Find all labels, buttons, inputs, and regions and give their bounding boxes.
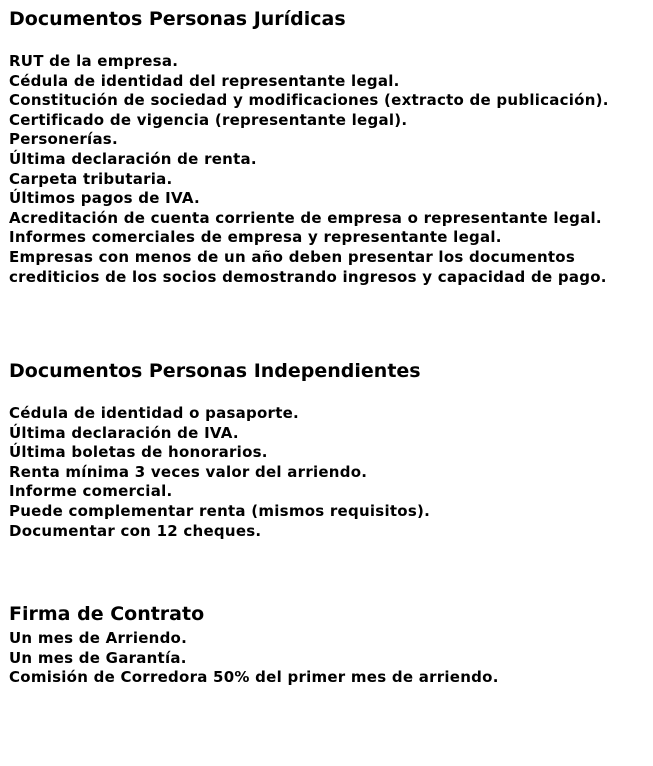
list-item: Certificado de vigencia (representante legal). (9, 110, 408, 129)
list-item: Informe comercial. (9, 482, 173, 501)
section-documentos-personas-independientes (9, 359, 645, 541)
section-heading: Firma de Contrato (9, 603, 205, 625)
requirements-list (9, 52, 645, 287)
list-item: Última declaración de renta. (9, 149, 257, 168)
section-firma-de-contrato (9, 602, 645, 688)
list-item: Puede complementar renta (mismos requisitos). (9, 501, 431, 520)
requirements-list (9, 629, 645, 688)
section-heading: Documentos Personas Jurídicas (9, 8, 346, 30)
list-item: Cédula de identidad o pasaporte. (9, 404, 299, 422)
list-item: Constitución de sociedad y modificaciones (extracto de publicación). (9, 91, 609, 110)
list-item: Un mes de Arriendo. (9, 629, 188, 647)
section-documentos-personas-juridicas (9, 7, 645, 287)
list-item: Un mes de Garantía. (9, 648, 187, 667)
list-item: Últimos pagos de IVA. (9, 189, 200, 208)
list-item: RUT de la empresa. (9, 52, 179, 70)
section-heading: Documentos Personas Independientes (9, 360, 421, 382)
list-item: Renta mínima 3 veces valor del arriendo. (9, 462, 368, 481)
list-item: Personerías. (9, 130, 118, 149)
list-item: Última declaración de IVA. (9, 423, 239, 442)
list-item: Empresas con menos de un año deben presentar los documentos crediticios de los socios demostrando ingresos y capacidad de pago. (9, 247, 607, 286)
list-item: Comisión de Corredora 50% del primer mes de arriendo. (9, 668, 499, 687)
list-item: Cédula de identidad del representante legal. (9, 71, 400, 90)
list-item: Última boletas de honorarios. (9, 443, 268, 462)
list-item: Informes comerciales de empresa y representante legal. (9, 228, 502, 247)
list-item: Documentar con 12 cheques. (9, 521, 262, 540)
list-item: Carpeta tributaria. (9, 169, 173, 188)
requirements-list (9, 404, 645, 541)
list-item: Acreditación de cuenta corriente de empresa o representante legal. (9, 208, 602, 227)
